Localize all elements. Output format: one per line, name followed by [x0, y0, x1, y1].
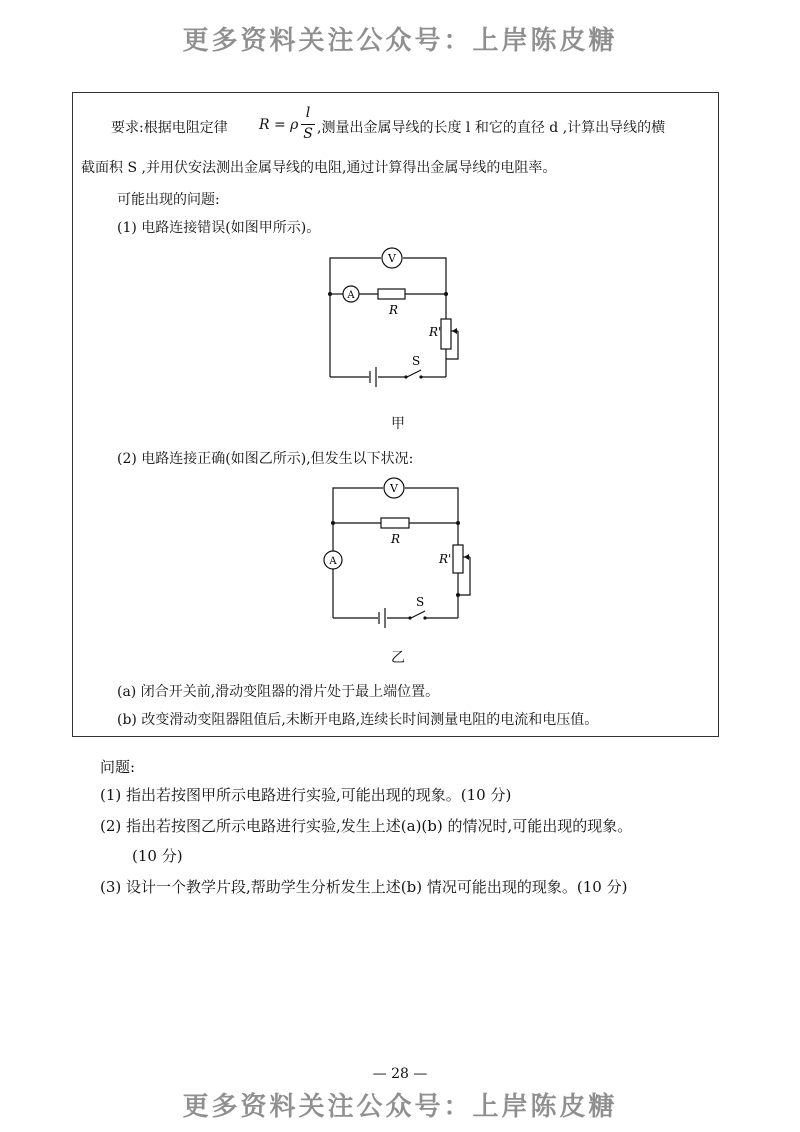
- requirement-line1-rest: ,测量出金属导线的长度 l 和它的直径 d ,计算出导线的横: [317, 120, 666, 136]
- question-3: (3) 设计一个教学片段,帮助学生分析发生上述(b) 情况可能出现的现象。(10 分): [100, 878, 628, 896]
- problem-item-a: (a) 闭合开关前,滑动变阻器的滑片处于最上端位置。: [117, 684, 440, 700]
- question-1: (1) 指出若按图甲所示电路进行实验,可能出现的现象。(10 分): [100, 786, 512, 804]
- question-2-line2: (10 分): [132, 847, 183, 865]
- figure-jia-caption: 甲: [391, 416, 405, 432]
- problem-item-b: (b) 改变滑动变阻器阻值后,未断开电路,连续长时间测量电阻的电流和电压值。: [117, 712, 599, 728]
- formula-numerator: l: [305, 105, 311, 121]
- rheostat-label: R': [429, 325, 442, 339]
- question-2-line1: (2) 指出若按图乙所示电路进行实验,发生上述(a)(b) 的情况时,可能出现的现象。: [100, 817, 633, 835]
- switch-label: S: [416, 595, 425, 609]
- switch-label: S: [412, 354, 421, 368]
- ammeter-label: A: [347, 290, 355, 301]
- problem-box: [72, 92, 719, 737]
- page-number: — 28 —: [372, 1066, 428, 1082]
- fraction-bar: [301, 124, 315, 125]
- circuit-diagram-yi: [313, 475, 473, 635]
- voltmeter-label: V: [390, 482, 398, 495]
- voltmeter-label: V: [388, 252, 396, 265]
- watermark-bottom: 更多资料关注公众号：上岸陈皮糖: [182, 1092, 618, 1122]
- possible-problems-heading: 可能出现的问题:: [117, 192, 220, 208]
- resistor-label: R: [389, 303, 399, 317]
- problem-item-1: (1) 电路连接错误(如图甲所示)。: [117, 220, 321, 236]
- requirement-line2: 截面积 S ,并用伏安法测出金属导线的电阻,通过计算得出金属导线的电阻率。: [81, 160, 557, 176]
- questions-heading: 问题:: [100, 758, 136, 776]
- requirement-prefix: 要求:根据电阻定律: [111, 120, 228, 136]
- ammeter-label: A: [329, 556, 337, 567]
- rheostat-label: R': [439, 552, 452, 566]
- circuit-diagram-jia: [313, 239, 473, 399]
- watermark-top: 更多资料关注公众号：上岸陈皮糖: [182, 26, 618, 56]
- problem-item-2: (2) 电路连接正确(如图乙所示),但发生以下状况:: [117, 451, 414, 467]
- resistor-label: R: [391, 532, 401, 546]
- formula-denominator: S: [303, 126, 313, 142]
- figure-yi-caption: 乙: [391, 650, 405, 666]
- formula-lhs: R = ρ: [259, 117, 299, 133]
